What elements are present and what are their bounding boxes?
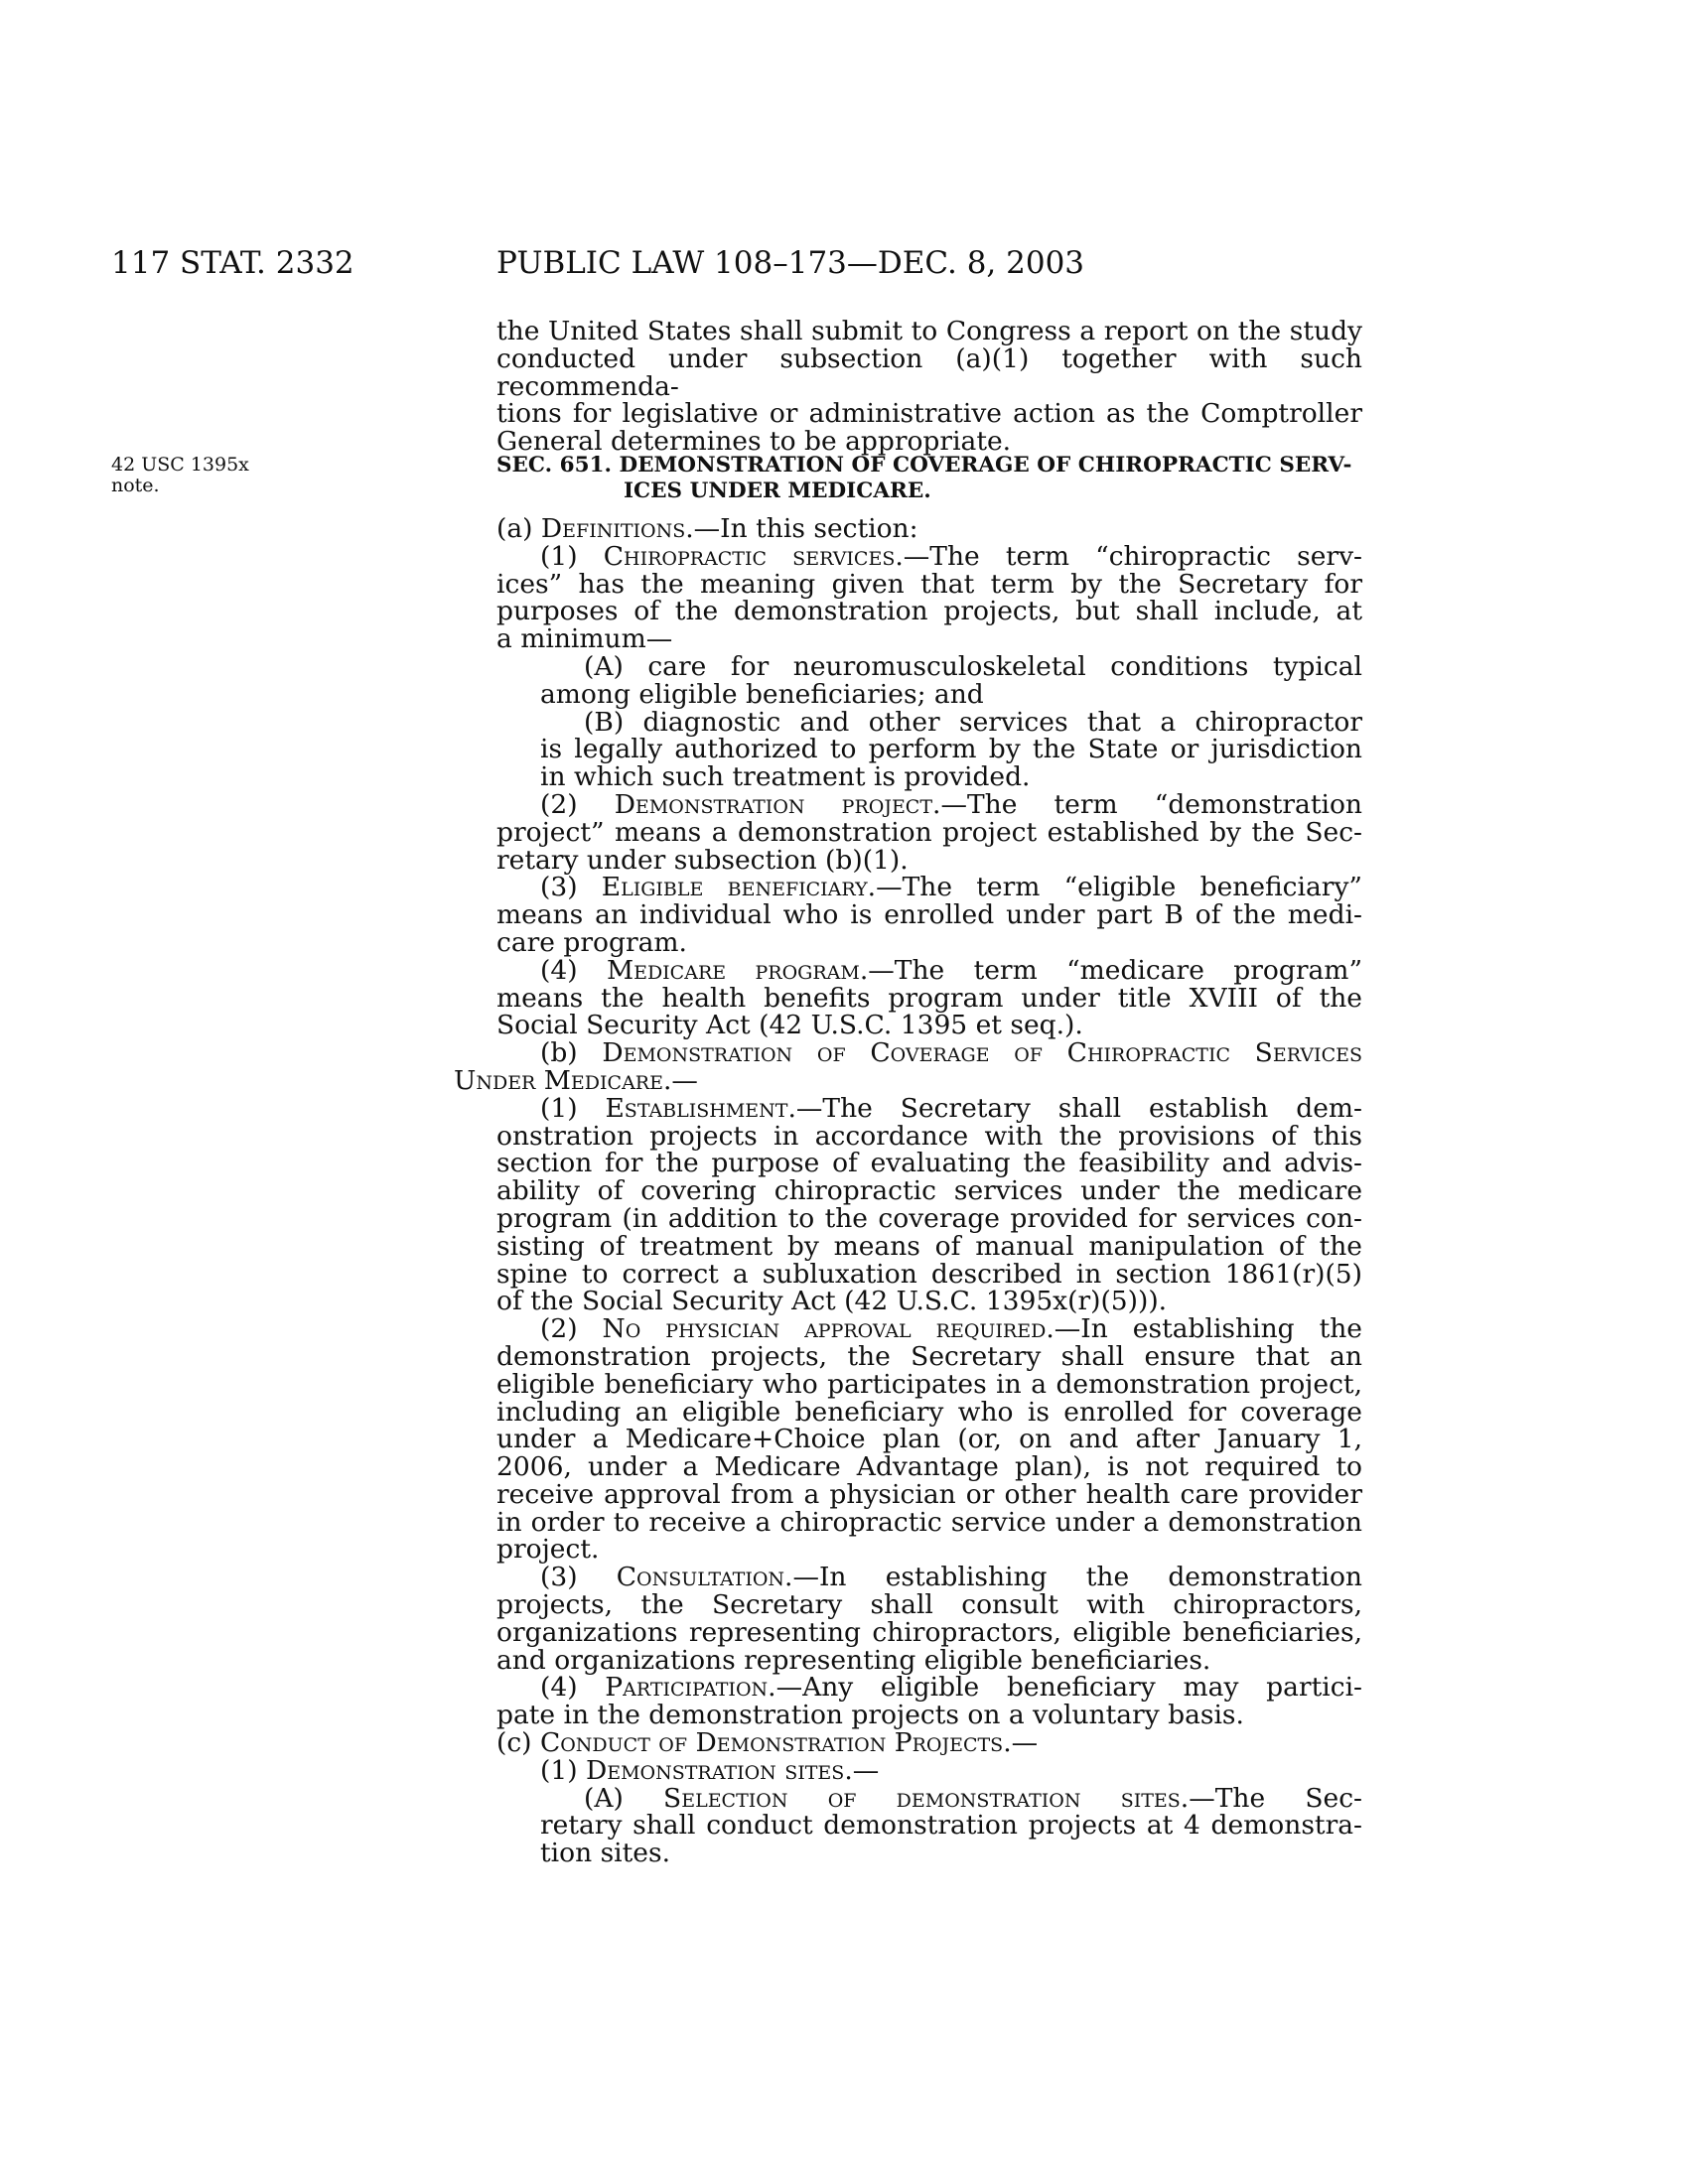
text-run: care program. xyxy=(496,926,687,958)
margin-note-citation: 42 USC 1395x xyxy=(111,454,249,476)
caption-heading: Eligible beneficiary xyxy=(601,872,868,903)
text-line xyxy=(496,1453,1362,1481)
text-line xyxy=(496,982,1362,1014)
text-line xyxy=(496,1591,1362,1619)
caption-heading: Establishment xyxy=(605,1092,788,1124)
text-line xyxy=(496,1644,1362,1676)
text-run: purposes of the demonstration projects, but shall include, at xyxy=(496,596,1362,627)
section-heading xyxy=(496,453,1362,504)
text-run: .— xyxy=(662,1064,698,1096)
text-line xyxy=(540,1812,1362,1840)
caption-heading: Medicare program xyxy=(606,954,860,986)
text-run: (b) xyxy=(540,1037,603,1069)
text-run: demonstration projects, the Secretary shall ensure that an xyxy=(496,1340,1362,1372)
text-line xyxy=(540,874,1362,901)
public-law-title: PUBLIC LAW 108–173—DEC. 8, 2003 xyxy=(496,245,1085,281)
text-line xyxy=(496,1202,1362,1234)
caption-heading: Demonstration of Coverage of Chiropractic Services xyxy=(602,1037,1362,1069)
text-line xyxy=(496,1729,1362,1757)
text-run: .—The term “eligible beneficiary” xyxy=(867,872,1362,903)
text-line: General determines to be appropriate. xyxy=(496,426,1012,458)
margin-note-label: note. xyxy=(111,475,160,496)
text-run: (A) care for neuromusculoskeletal conditions typical xyxy=(584,650,1362,682)
text-run: sisting of treatment by means of manual manipulation of the xyxy=(496,1230,1362,1262)
text-line xyxy=(496,598,1362,625)
text-run: receive approval from a physician or other health care provider xyxy=(496,1478,1362,1510)
text-run: (B) diagnostic and other services that a chiropractor xyxy=(584,706,1362,738)
text-run: spine to correct a subluxation described in section 1861(r)(5) xyxy=(496,1258,1362,1290)
text-line xyxy=(496,1506,1362,1538)
text-run: pate in the demonstration projects on a voluntary basis. xyxy=(496,1700,1244,1731)
caption-heading: Chiropractic services xyxy=(603,540,896,572)
text-run: (2) xyxy=(540,788,615,820)
text-line xyxy=(496,1340,1362,1372)
text-run: ices” has the meaning given that term by the Secretary for xyxy=(496,568,1362,600)
text-run: .—In this section: xyxy=(685,513,918,544)
text-line xyxy=(540,763,1362,791)
text-run: .—The term “demonstration xyxy=(932,788,1362,820)
text-run: .— xyxy=(1003,1727,1039,1759)
text-run: retary shall conduct demonstration projects at 4 demonstra- xyxy=(540,1810,1362,1842)
text-run: and organizations representing eligible beneficiaries. xyxy=(496,1644,1211,1676)
text-line xyxy=(496,1012,1362,1039)
text-line xyxy=(496,901,1362,929)
caption-heading: Consultation xyxy=(616,1562,785,1593)
text-run: organizations representing chiropractors, eligible beneficiaries, xyxy=(496,1616,1362,1648)
section-heading-line: ICES UNDER MEDICARE. xyxy=(624,478,931,503)
text-line xyxy=(496,1120,1362,1152)
text-run: section for the purpose of evaluating the feasibility and advis- xyxy=(496,1148,1362,1179)
text-line xyxy=(496,1702,1362,1729)
text-line xyxy=(540,540,1363,572)
text-run: .—Any eligible beneficiary may partici- xyxy=(768,1672,1362,1704)
text-line xyxy=(540,1840,1362,1867)
text-line xyxy=(540,788,1362,820)
text-run: in which such treatment is provided. xyxy=(540,761,1031,793)
text-run: is legally authorized to perform by the State or jurisdiction xyxy=(540,734,1362,765)
text-line xyxy=(496,1536,1362,1564)
text-line: conducted under subsection (a)(1) together with such recommenda- xyxy=(496,342,1362,402)
text-line xyxy=(540,1092,1362,1124)
caption-heading: Conduct of Demonstration Projects xyxy=(539,1727,1004,1759)
caption-heading: Demonstration sites xyxy=(585,1754,845,1786)
caption-heading: Demonstration project xyxy=(614,788,933,820)
text-line xyxy=(540,954,1362,986)
text-run: eligible beneficiary who participates in a demonstration project, xyxy=(496,1368,1362,1400)
text-run: (1) xyxy=(540,540,604,572)
text-line xyxy=(496,844,1362,876)
text-run: (3) xyxy=(540,1562,617,1593)
text-run: .—The term “medicare program” xyxy=(859,954,1362,986)
caption-heading: Participation xyxy=(605,1672,769,1704)
text-line xyxy=(540,1754,1362,1786)
text-line xyxy=(540,1039,1362,1067)
text-run: means an individual who is enrolled under part B of the medi- xyxy=(496,899,1362,931)
caption-heading: Under Medicare xyxy=(454,1064,663,1096)
text-line xyxy=(496,515,1362,543)
text-run: under a Medicare+Choice plan (or, on and after January 1, xyxy=(496,1424,1362,1455)
text-run: .—In establishing the xyxy=(1046,1313,1362,1345)
stat-page-number: 117 STAT. 2332 xyxy=(111,245,354,281)
text-line xyxy=(540,678,1362,710)
caption-heading: Selection of demonstration sites xyxy=(663,1782,1181,1814)
text-line xyxy=(540,1564,1362,1591)
text-run: (1) xyxy=(540,1754,586,1786)
text-run: ability of covering chiropractic services under the medicare xyxy=(496,1175,1362,1207)
text-line xyxy=(496,1616,1362,1648)
text-line xyxy=(540,1674,1362,1702)
text-run: .—In establishing the demonstration xyxy=(784,1562,1362,1593)
text-run: (c) xyxy=(496,1727,540,1759)
text-run: (4) xyxy=(540,954,607,986)
intro-paragraph xyxy=(496,318,1362,456)
text-line xyxy=(584,650,1362,682)
text-run: retary under subsection (b)(1). xyxy=(496,844,909,876)
text-line xyxy=(454,1064,1362,1096)
text-line xyxy=(496,926,1362,958)
text-run: 2006, under a Medicare Advantage plan), is not required to xyxy=(496,1451,1362,1483)
text-run: Social Security Act (42 U.S.C. 1395 et seq.). xyxy=(496,1010,1083,1041)
text-line: the United States shall submit to Congress a report on the study xyxy=(496,316,1362,346)
text-run: projects, the Secretary shall consult with chiropractors, xyxy=(496,1589,1362,1621)
text-line xyxy=(496,1396,1362,1428)
text-run: of the Social Security Act (42 U.S.C. 1395x(r)(5))). xyxy=(496,1286,1168,1317)
text-run: (a) xyxy=(496,513,541,544)
section-heading-line: SEC. 651. DEMONSTRATION OF COVERAGE OF CHIROPRACTIC SERV- xyxy=(496,453,1352,478)
text-run: onstration projects in accordance with the provisions of this xyxy=(496,1120,1362,1152)
text-run: including an eligible beneficiary who is enrolled for coverage xyxy=(496,1396,1362,1428)
text-line xyxy=(496,625,1362,653)
text-line xyxy=(540,736,1362,763)
text-line xyxy=(496,1177,1362,1205)
text-line xyxy=(496,1426,1362,1453)
text-run: program (in addition to the coverage provided for services con- xyxy=(496,1202,1362,1234)
text-run: .—The Sec- xyxy=(1180,1782,1362,1814)
text-line xyxy=(540,1315,1362,1343)
text-line xyxy=(496,816,1362,848)
text-line xyxy=(496,1368,1362,1400)
text-line xyxy=(496,1288,1362,1315)
text-run: project. xyxy=(496,1534,600,1566)
text-run: (A) xyxy=(584,1782,664,1814)
text-run: (4) xyxy=(540,1672,606,1704)
text-line xyxy=(584,706,1362,738)
text-line xyxy=(496,1230,1362,1262)
text-run: .— xyxy=(844,1754,880,1786)
text-run: (2) xyxy=(540,1313,603,1345)
text-run: in order to receive a chiropractic service under a demonstration xyxy=(496,1506,1362,1538)
text-line xyxy=(496,568,1362,600)
text-line xyxy=(496,1258,1362,1290)
text-run: (1) xyxy=(540,1092,606,1124)
caption-heading: Definitions xyxy=(540,513,686,544)
text-run: a minimum— xyxy=(496,623,673,655)
text-line: tions for legislative or administrative action as the Comptroller xyxy=(496,398,1362,430)
text-run: tion sites. xyxy=(540,1838,670,1869)
text-run: (3) xyxy=(540,872,602,903)
caption-heading: No physician approval required xyxy=(602,1313,1047,1345)
text-line xyxy=(496,1150,1362,1177)
text-line xyxy=(584,1782,1362,1814)
text-run: among eligible beneficiaries; and xyxy=(540,678,984,710)
text-run: means the health benefits program under title XVIII of the xyxy=(496,982,1362,1014)
text-run: .—The Secretary shall establish dem- xyxy=(787,1092,1362,1124)
text-run: project” means a demonstration project established by the Sec- xyxy=(496,816,1362,848)
text-run: .—The term “chiropractic serv- xyxy=(895,540,1363,572)
text-line xyxy=(496,1478,1362,1510)
section-body xyxy=(454,513,1363,1869)
margin-note xyxy=(111,455,249,496)
